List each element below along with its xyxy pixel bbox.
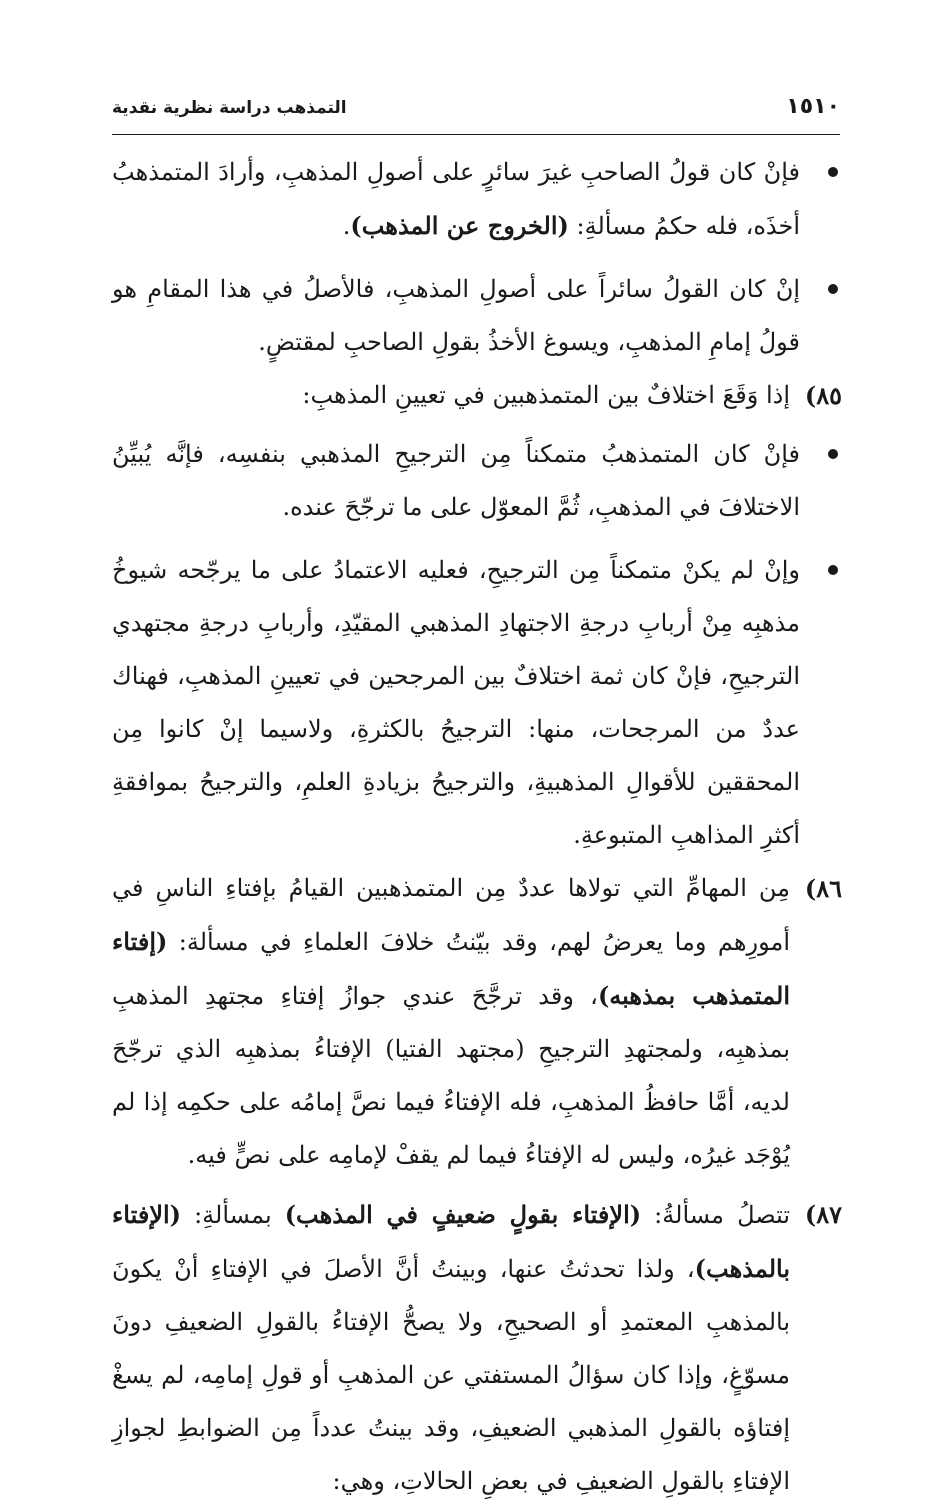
body-text [112, 146, 842, 1508]
bold-term: (الإفتاء بالمذهب) [112, 1200, 790, 1283]
bullet-dot-icon [828, 284, 838, 294]
bullet-item [112, 146, 842, 253]
numbered-item-85 [112, 369, 842, 422]
paragraph-text: فإنْ كان قولُ الصاحبِ غيرَ سائرٍ على أصولِ المذهبِ، وأرادَ المتمذهبُ أخذَه، فله حكمُ مسألةِ: [112, 158, 801, 240]
bold-term: (الإفتاء بقولٍ ضعيفٍ في المذهب) [284, 1200, 642, 1229]
item-number: ٨٧) [804, 1200, 842, 1229]
paragraph-text: فإنْ كان المتمذهبُ متمكناً مِن الترجيحِ المذهبي بنفسِه، فإنَّه يُبيِّنُ الاختلافَ في المذهبِ، ثُمَّ المعوّل على ما ترجّحَ عنده. [112, 440, 800, 521]
bullet-item [112, 544, 842, 862]
bullet-item [112, 263, 842, 369]
item-number: ٨٦) [804, 874, 842, 903]
bullet-item [112, 428, 842, 534]
numbered-item-87 [112, 1188, 842, 1508]
paragraph-text: إذا وَقَعَ اختلافٌ بين المتمذهبين في تعيينِ المذهبِ: [302, 381, 790, 409]
paragraph-text: بمسألةِ: [181, 1201, 285, 1229]
bullet-dot-icon [828, 449, 838, 459]
paragraph-text: تتصلُ مسألةُ: [641, 1201, 790, 1229]
paragraph-text: وإنْ لم يكنْ متمكناً مِن الترجيحِ، فعليه الاعتمادُ على ما يرجّحه شيوخُ مذهبِه مِنْ أربابِ درجةِ الاجتهادِ المذهبي المقيّدِ، وأربابِ درجةِ مجتهدي الترجيحِ، فإنْ كان ثمة اختلافٌ بين المرجحين في تعيينِ المذهبِ، فهناك عددٌ من المرجحات، منها: الترجيحُ بالكثرةِ، ولاسيما إنْ كانوا مِن المحققين للأقوالِ المذهبيةِ، والترجيحُ بزيادةِ العلمِ، والترجيحُ بموافقةِ أكثرِ المذاهبِ المتبوعةِ. [112, 556, 800, 849]
running-header [112, 94, 840, 132]
paragraph-text: . [342, 212, 351, 240]
paragraph-text: إنْ كان القولُ سائراً على أصولِ المذهبِ، فالأصلُ في هذا المقامِ هو قولُ إمامِ المذهبِ، ويسوغ الأخذُ بقولِ الصاحبِ لمقتضٍ. [112, 275, 801, 356]
running-title: التمذهب دراسة نظرية نقدية [112, 98, 347, 118]
bullet-dot-icon [828, 565, 838, 575]
bold-term: (الخروج عن المذهب) [350, 211, 569, 240]
bullet-dot-icon [828, 167, 838, 177]
numbered-item-86 [112, 862, 842, 1182]
paragraph-text: مِن المهامِّ التي تولاها عددٌ مِن المتمذهبين القيامُ بإفتاءِ الناسِ في أمورِهم وما يعرضُ لهم، وقد بيّنتُ خلافَ العلماءِ في مسألة: [112, 874, 790, 956]
header-divider [112, 134, 840, 135]
page-number: ١٥١٠ [786, 94, 840, 119]
item-number: ٨٥) [804, 381, 842, 410]
paragraph-text: ، وقد ترجَّحَ عندي جوازُ إفتاءِ مجتهدِ المذهبِ بمذهبِه، ولمجتهدِ الترجيحِ (مجتهد الفتيا) الإفتاءُ بمذهبِه الذي ترجّحَ لديه، أمَّا حافظُ المذهبِ، فله الإفتاءُ فيما نصَّ إمامُه على حكمِه إذا لم يُوْجَد غيرُه، وليس له الإفتاءُ فيما لم يقفْ لإمامِه على نصٍّ فيه. [112, 982, 790, 1169]
paragraph-text: ، ولذا تحدثتُ عنها، وبينتُ أنَّ الأصلَ في الإفتاءِ أنْ يكونَ بالمذهبِ المعتمدِ أو الصحيحِ، ولا يصحُّ الإفتاءُ بالقولِ الضعيفِ دونَ مسوّغٍ، وإذا كان سؤالُ المستفتي عن المذهبِ أو قولِ إمامِه، لم يسغْ إفتاؤه بالقولِ المذهبي الضعيفِ، وقد بينتُ عدداً مِن الضوابطِ لجوازِ الإفتاءِ بالقولِ الضعيفِ في بعضِ الحالاتِ، وهي: [112, 1255, 790, 1495]
bold-term: (إفتاء المتمذهب بمذهبه) [112, 927, 791, 1010]
